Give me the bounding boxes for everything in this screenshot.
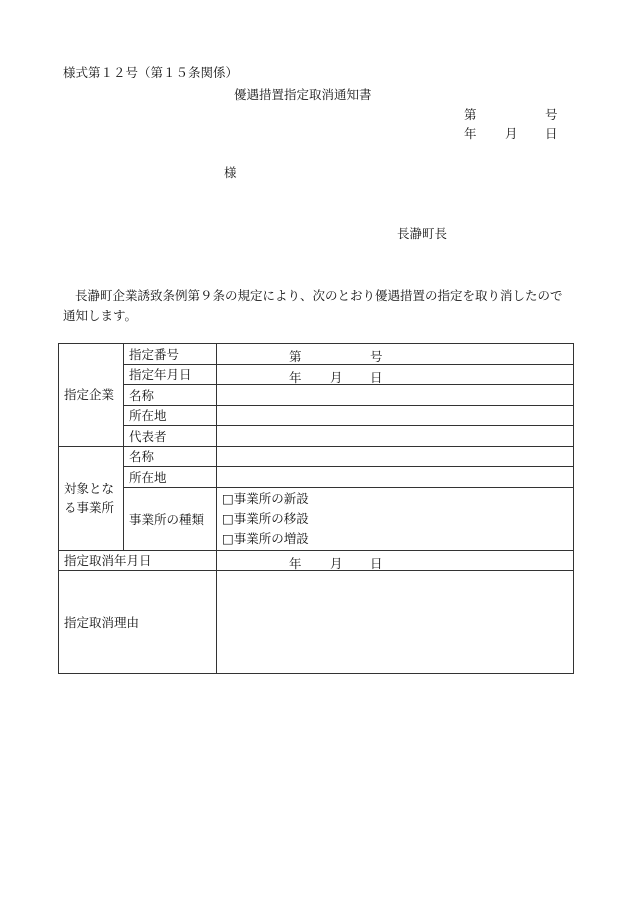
designation-date-label: 指定年月日 bbox=[124, 364, 217, 385]
designation-date-year: 年 bbox=[289, 369, 302, 385]
office-type-option-relocation: □事業所の移設 bbox=[222, 510, 309, 526]
company-address-value bbox=[217, 405, 574, 426]
notice-body-text: 長瀞町企業誘致条例第９条の規定により、次のとおり優遇措置の指定を取り消したので通知します。 bbox=[63, 288, 563, 323]
office-address-label: 所在地 bbox=[124, 467, 217, 488]
cancellation-date-label: 指定取消年月日 bbox=[59, 550, 217, 571]
office-type-option-new: □事業所の新設 bbox=[222, 490, 309, 506]
document-number-suffix: 号 bbox=[545, 107, 558, 122]
table-row bbox=[59, 487, 574, 550]
office-type-options bbox=[217, 487, 574, 550]
table-row bbox=[59, 344, 574, 365]
table-row bbox=[59, 571, 574, 674]
cancellation-date-day: 日 bbox=[370, 555, 383, 571]
addressee: 様 bbox=[224, 165, 237, 180]
designation-date-month: 月 bbox=[330, 369, 343, 385]
cancellation-reason-label: 指定取消理由 bbox=[59, 571, 217, 674]
table-row bbox=[59, 550, 574, 571]
table-row bbox=[59, 385, 574, 406]
company-representative-value bbox=[217, 426, 574, 447]
office-name-value bbox=[217, 446, 574, 467]
table-row bbox=[59, 467, 574, 488]
issue-date-month: 月 bbox=[505, 126, 518, 141]
designated-company-label: 指定企業 bbox=[59, 344, 124, 447]
company-name-value bbox=[217, 385, 574, 406]
designation-number-value bbox=[217, 344, 574, 365]
company-representative-label: 代表者 bbox=[124, 426, 217, 447]
office-address-value bbox=[217, 467, 574, 488]
office-type-option-expansion: □事業所の増設 bbox=[222, 530, 309, 546]
company-name-label: 名称 bbox=[124, 385, 217, 406]
designation-date-day: 日 bbox=[370, 369, 383, 385]
form-number: 様式第１２号（第１５条関係） bbox=[63, 65, 239, 80]
table-row bbox=[59, 446, 574, 467]
cancellation-date-year: 年 bbox=[289, 555, 302, 571]
document-title: 優遇措置指定取消通知書 bbox=[234, 87, 372, 102]
designation-date-value bbox=[217, 364, 574, 385]
company-address-label: 所在地 bbox=[124, 405, 217, 426]
office-name-label: 名称 bbox=[124, 446, 217, 467]
notice-table bbox=[58, 343, 574, 674]
issue-date-year: 年 bbox=[464, 126, 477, 141]
office-type-label: 事業所の種類 bbox=[124, 487, 217, 550]
table-row bbox=[59, 426, 574, 447]
issuer: 長瀞町長 bbox=[397, 226, 448, 241]
cancellation-date-month: 月 bbox=[330, 555, 343, 571]
table-row bbox=[59, 405, 574, 426]
cancellation-reason-value bbox=[217, 571, 574, 674]
cancellation-date-value bbox=[217, 550, 574, 571]
designation-number-suffix: 号 bbox=[370, 349, 383, 365]
designation-number-label: 指定番号 bbox=[124, 344, 217, 365]
document-number-prefix: 第 bbox=[464, 107, 477, 122]
table-row bbox=[59, 364, 574, 385]
issue-date-day: 日 bbox=[545, 126, 558, 141]
designation-number-prefix: 第 bbox=[289, 349, 302, 365]
target-office-label: 対象となる事業所 bbox=[59, 446, 124, 550]
